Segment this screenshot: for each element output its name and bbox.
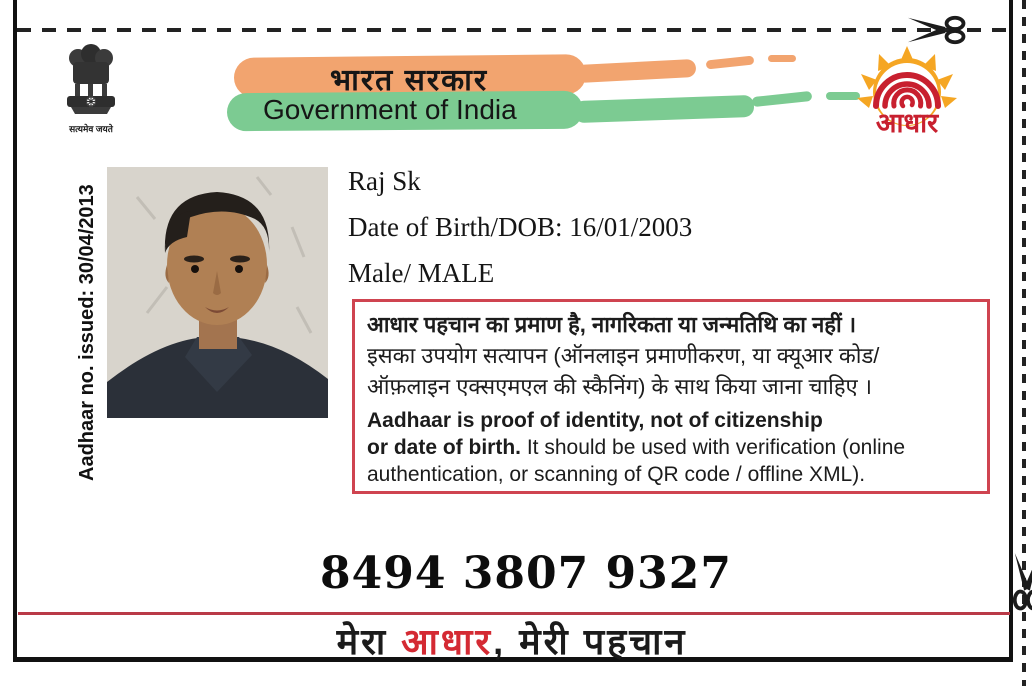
scissors-icon — [906, 14, 972, 46]
holder-dob: Date of Birth/DOB: 16/01/2003 — [348, 212, 693, 242]
disclaimer-hindi-bold: आधार पहचान का प्रमाण है, नागरिकता या जन्मतिथि का नहीं । — [367, 312, 857, 337]
card-left-border — [13, 0, 17, 662]
aadhaar-number: 8494 3807 9327 — [320, 548, 733, 599]
tagline-highlight: आधार — [401, 621, 494, 662]
disclaimer-box — [352, 299, 990, 494]
footer-red-divider — [18, 612, 1010, 615]
government-title-english: Government of India — [263, 94, 517, 125]
disclaimer-hindi-line2: इसका उपयोग सत्यापन (ऑनलाइन प्रमाणीकरण, या क्यूआर कोड/ — [367, 343, 880, 368]
disclaimer-english — [367, 407, 977, 488]
holder-details — [348, 158, 692, 296]
aadhaar-tagline — [14, 616, 1010, 665]
disclaimer-hindi-line3: ऑफ़लाइन एक्सएमएल की स्कैनिंग) के साथ किया जाना चाहिए । — [367, 374, 873, 399]
tagline-part2: , मेरी पहचान — [493, 621, 688, 662]
saffron-streak — [706, 56, 755, 70]
saffron-streak — [768, 55, 796, 62]
aadhaar-issue-date-note: Aadhaar no. issued: 30/04/2013 — [76, 184, 98, 481]
emblem-of-india-icon — [60, 42, 122, 138]
disclaimer-english-bold2: or date of birth. — [367, 436, 521, 459]
holder-name: Raj Sk — [348, 166, 421, 196]
saffron-streak — [576, 59, 697, 83]
government-title-hindi: भारत सरकार — [330, 64, 489, 97]
holder-photo — [107, 167, 328, 418]
holder-gender: Male/ MALE — [348, 258, 495, 288]
disclaimer-english-bold1: Aadhaar is proof of identity, not of citizenship — [367, 409, 823, 432]
tagline-part1: मेरा — [336, 621, 402, 662]
emblem-motto: सत्यमेव जयते — [69, 124, 113, 134]
scissors-icon-vertical — [1011, 551, 1032, 617]
horizontal-cut-dashed-line — [17, 28, 1010, 32]
aadhaar-logo-icon — [845, 44, 969, 142]
disclaimer-english-rest2: It should be used with verification (online — [521, 436, 906, 459]
disclaimer-english-line3: authentication, or scanning of QR code / offline XML). — [367, 463, 866, 486]
green-streak — [752, 91, 813, 107]
svg-text:आधार: आधार — [875, 108, 939, 138]
